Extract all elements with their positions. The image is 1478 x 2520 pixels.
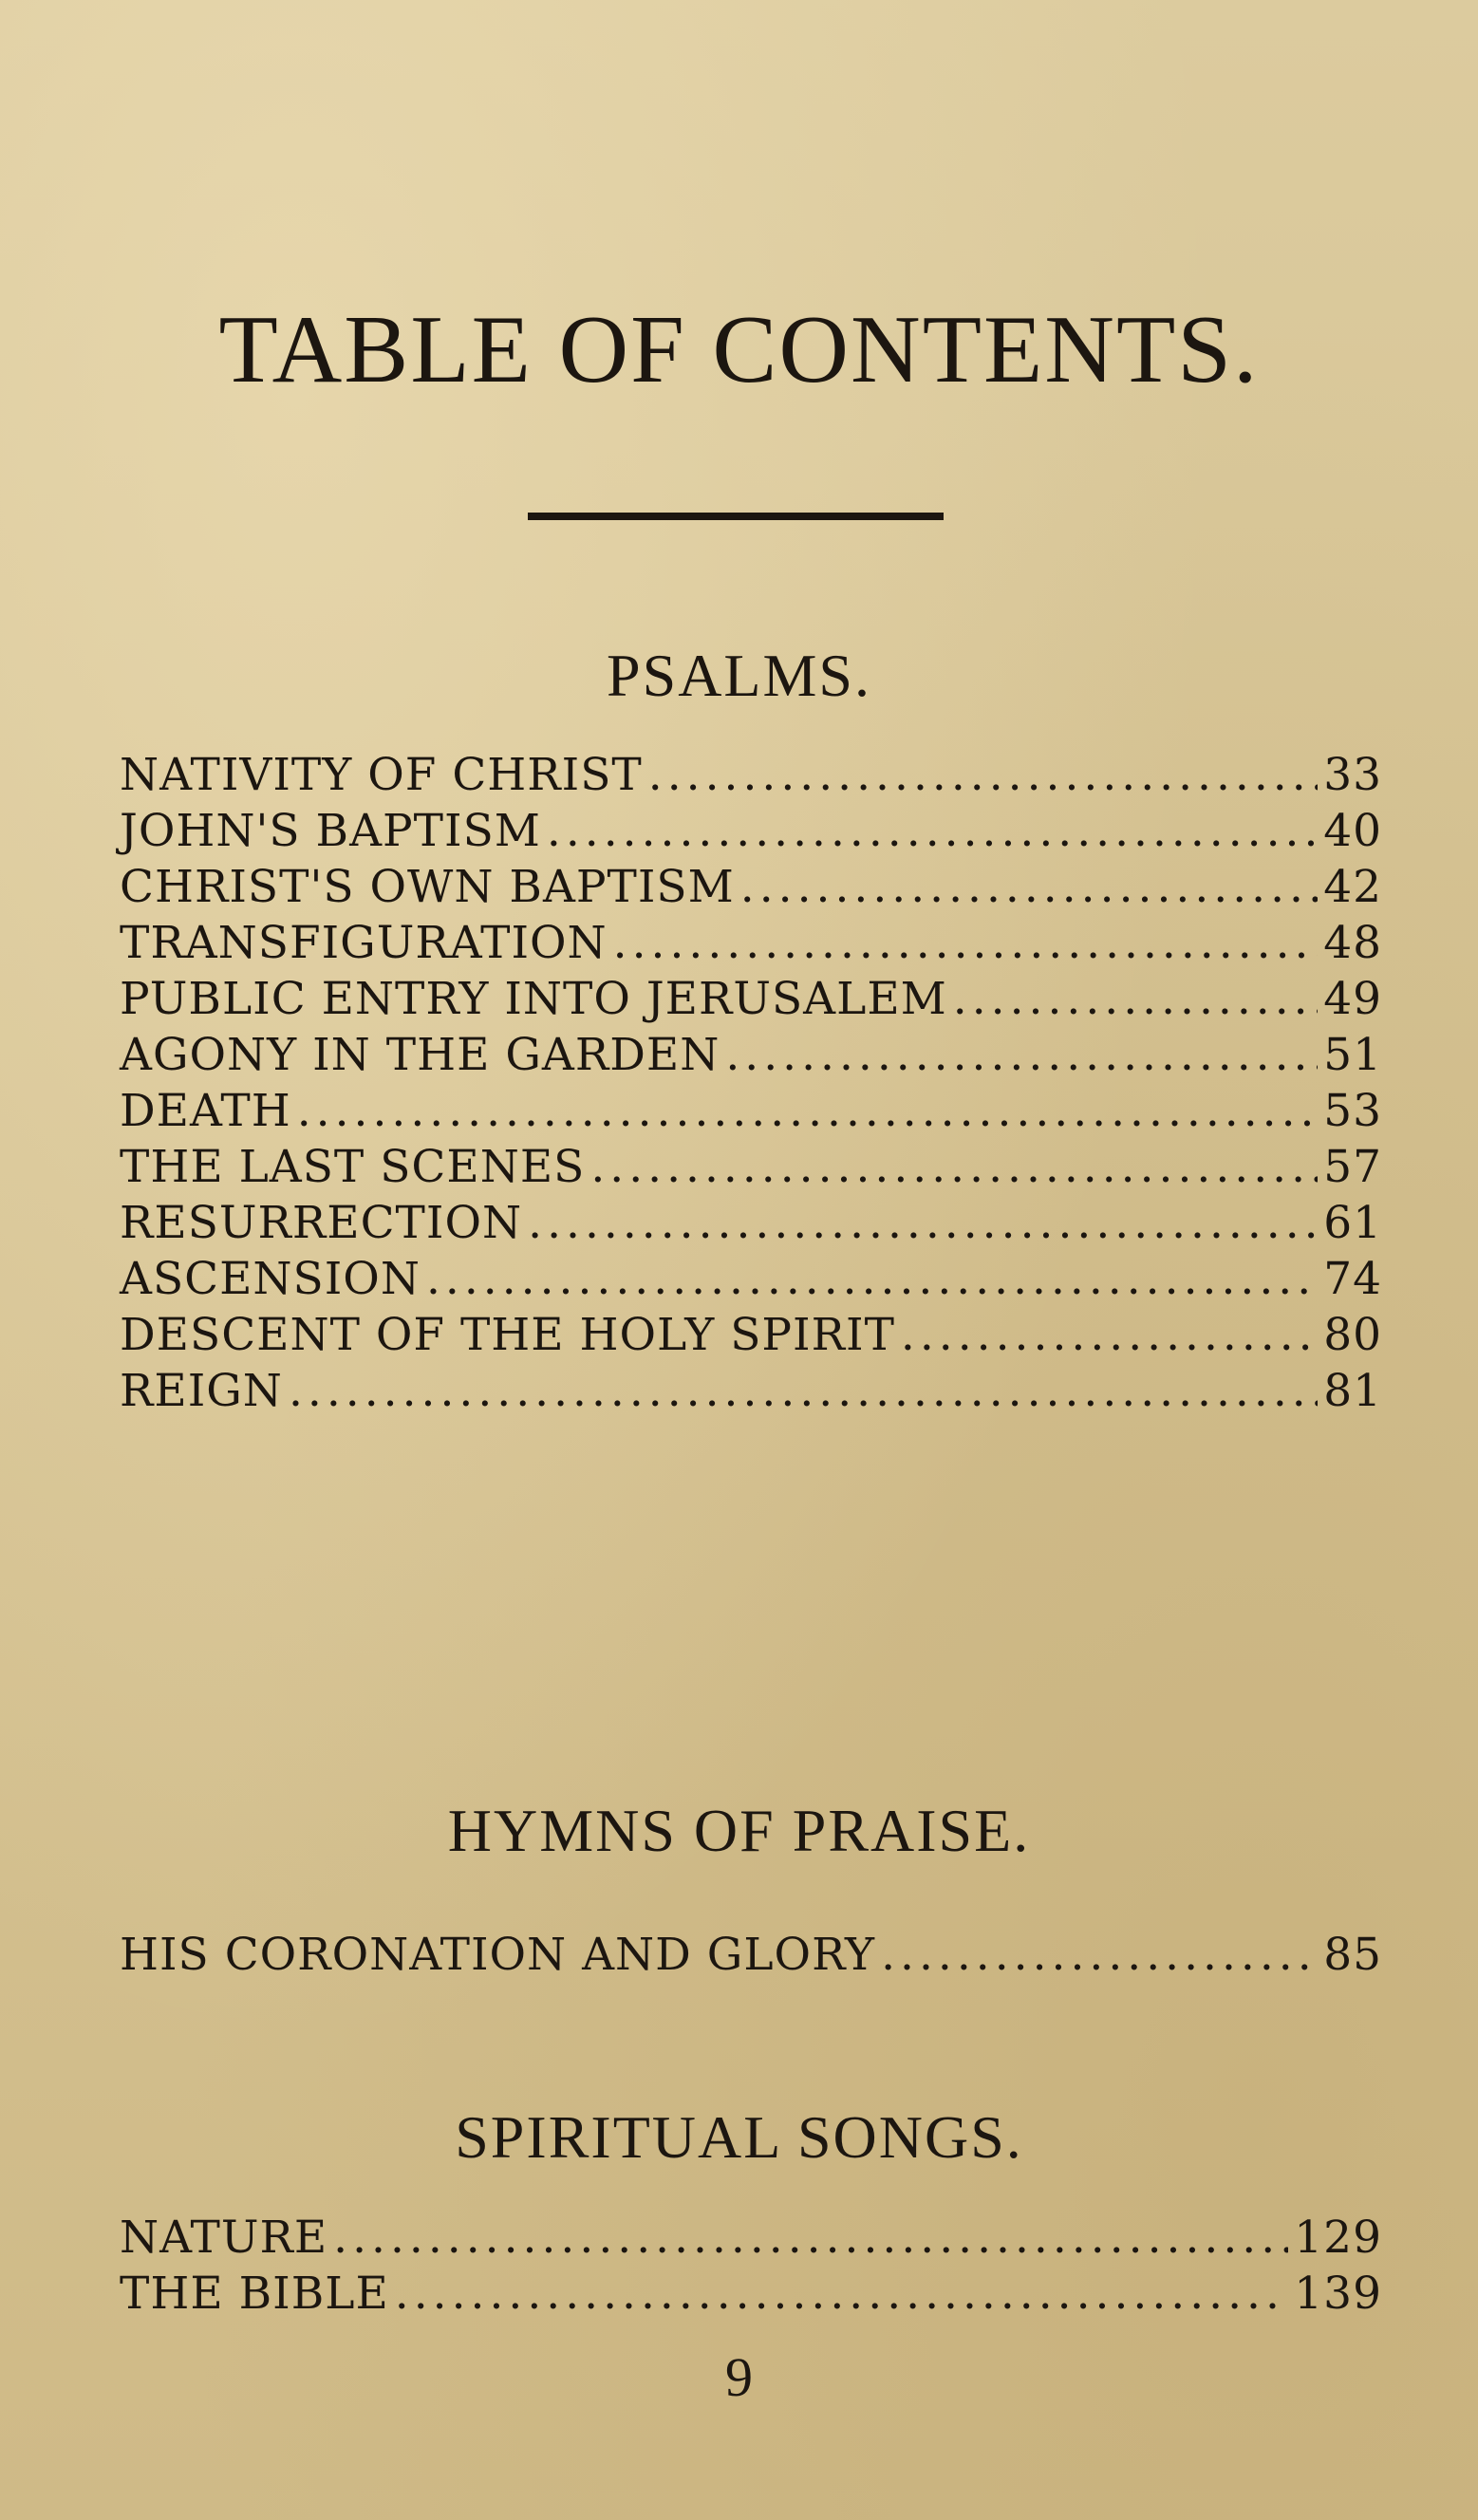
entry-page-number: 48 xyxy=(1323,917,1382,969)
entry-page-number: 61 xyxy=(1323,1197,1382,1249)
dot-leader xyxy=(648,747,1318,803)
toc-entry xyxy=(120,747,1382,803)
dot-leader xyxy=(901,1307,1318,1363)
entry-label: NATURE xyxy=(120,2212,328,2264)
spiritual-songs-entry-list xyxy=(120,2210,1382,2322)
page-title: TABLE OF CONTENTS. xyxy=(218,296,1260,403)
dot-leader xyxy=(426,1251,1318,1307)
dot-leader xyxy=(725,1027,1318,1083)
entry-page-number: 139 xyxy=(1294,2268,1382,2320)
toc-entry xyxy=(120,1027,1382,1083)
toc-entry xyxy=(120,1927,1382,1983)
entry-label: CHRIST'S OWN BAPTISM xyxy=(120,861,735,913)
entry-label: RESURRECTION xyxy=(120,1197,523,1249)
entry-page-number: 129 xyxy=(1294,2212,1382,2264)
entry-page-number: 80 xyxy=(1323,1309,1382,1361)
toc-entry xyxy=(120,1139,1382,1195)
toc-entry xyxy=(120,1083,1382,1139)
dot-leader xyxy=(613,915,1319,971)
entry-label: TRANSFIGURATION xyxy=(120,917,608,969)
entry-label: AGONY IN THE GARDEN xyxy=(120,1029,720,1081)
dot-leader xyxy=(528,1195,1318,1251)
entry-page-number: 49 xyxy=(1323,973,1382,1025)
entry-label: PUBLIC ENTRY INTO JERUSALEM xyxy=(120,973,947,1025)
entry-page-number: 42 xyxy=(1323,861,1382,913)
dot-leader xyxy=(881,1927,1318,1983)
toc-entry xyxy=(120,859,1382,915)
entry-label: THE LAST SCENES xyxy=(120,1141,586,1193)
toc-entry xyxy=(120,803,1382,859)
entry-page-number: 57 xyxy=(1323,1141,1382,1193)
entry-page-number: 51 xyxy=(1323,1029,1382,1081)
entry-label: THE BIBLE xyxy=(120,2268,389,2320)
page-folio-number: 9 xyxy=(725,2346,753,2408)
entry-label: ASCENSION xyxy=(120,1253,421,1305)
entry-page-number: 33 xyxy=(1323,749,1382,801)
toc-entry xyxy=(120,2266,1382,2322)
entry-page-number: 74 xyxy=(1323,1253,1382,1305)
entry-page-number: 40 xyxy=(1323,805,1382,857)
entry-label: REIGN xyxy=(120,1365,283,1417)
dot-leader xyxy=(395,2266,1289,2322)
toc-entry xyxy=(120,971,1382,1027)
section-heading-psalms: PSALMS. xyxy=(607,642,871,709)
entry-label: DESCENT OF THE HOLY SPIRIT xyxy=(120,1309,895,1361)
toc-entry xyxy=(120,915,1382,971)
entry-label: JOHN'S BAPTISM xyxy=(120,805,541,857)
entry-label: DEATH xyxy=(120,1085,291,1137)
dot-leader xyxy=(297,1083,1318,1139)
dot-leader xyxy=(547,803,1318,859)
toc-entry xyxy=(120,1195,1382,1251)
toc-entry xyxy=(120,1363,1382,1419)
entry-page-number: 85 xyxy=(1323,1929,1382,1981)
dot-leader xyxy=(289,1363,1318,1419)
entry-label: NATIVITY OF CHRIST xyxy=(120,749,643,801)
toc-entry xyxy=(120,1251,1382,1307)
entry-label: HIS CORONATION AND GLORY xyxy=(120,1929,876,1981)
dot-leader xyxy=(740,859,1318,915)
dot-leader xyxy=(333,2210,1288,2266)
entry-page-number: 81 xyxy=(1323,1365,1382,1417)
toc-entry xyxy=(120,1307,1382,1363)
toc-entry xyxy=(120,2210,1382,2266)
section-heading-spiritual-songs: SPIRITUAL SONGS. xyxy=(455,2103,1023,2171)
psalms-entry-list xyxy=(120,747,1382,1419)
title-rule xyxy=(528,513,944,520)
hymns-entry-list xyxy=(120,1927,1382,1983)
section-heading-hymns-of-praise: HYMNS OF PRAISE. xyxy=(447,1797,1031,1864)
entry-page-number: 53 xyxy=(1323,1085,1382,1137)
dot-leader xyxy=(953,971,1318,1027)
dot-leader xyxy=(590,1139,1318,1195)
